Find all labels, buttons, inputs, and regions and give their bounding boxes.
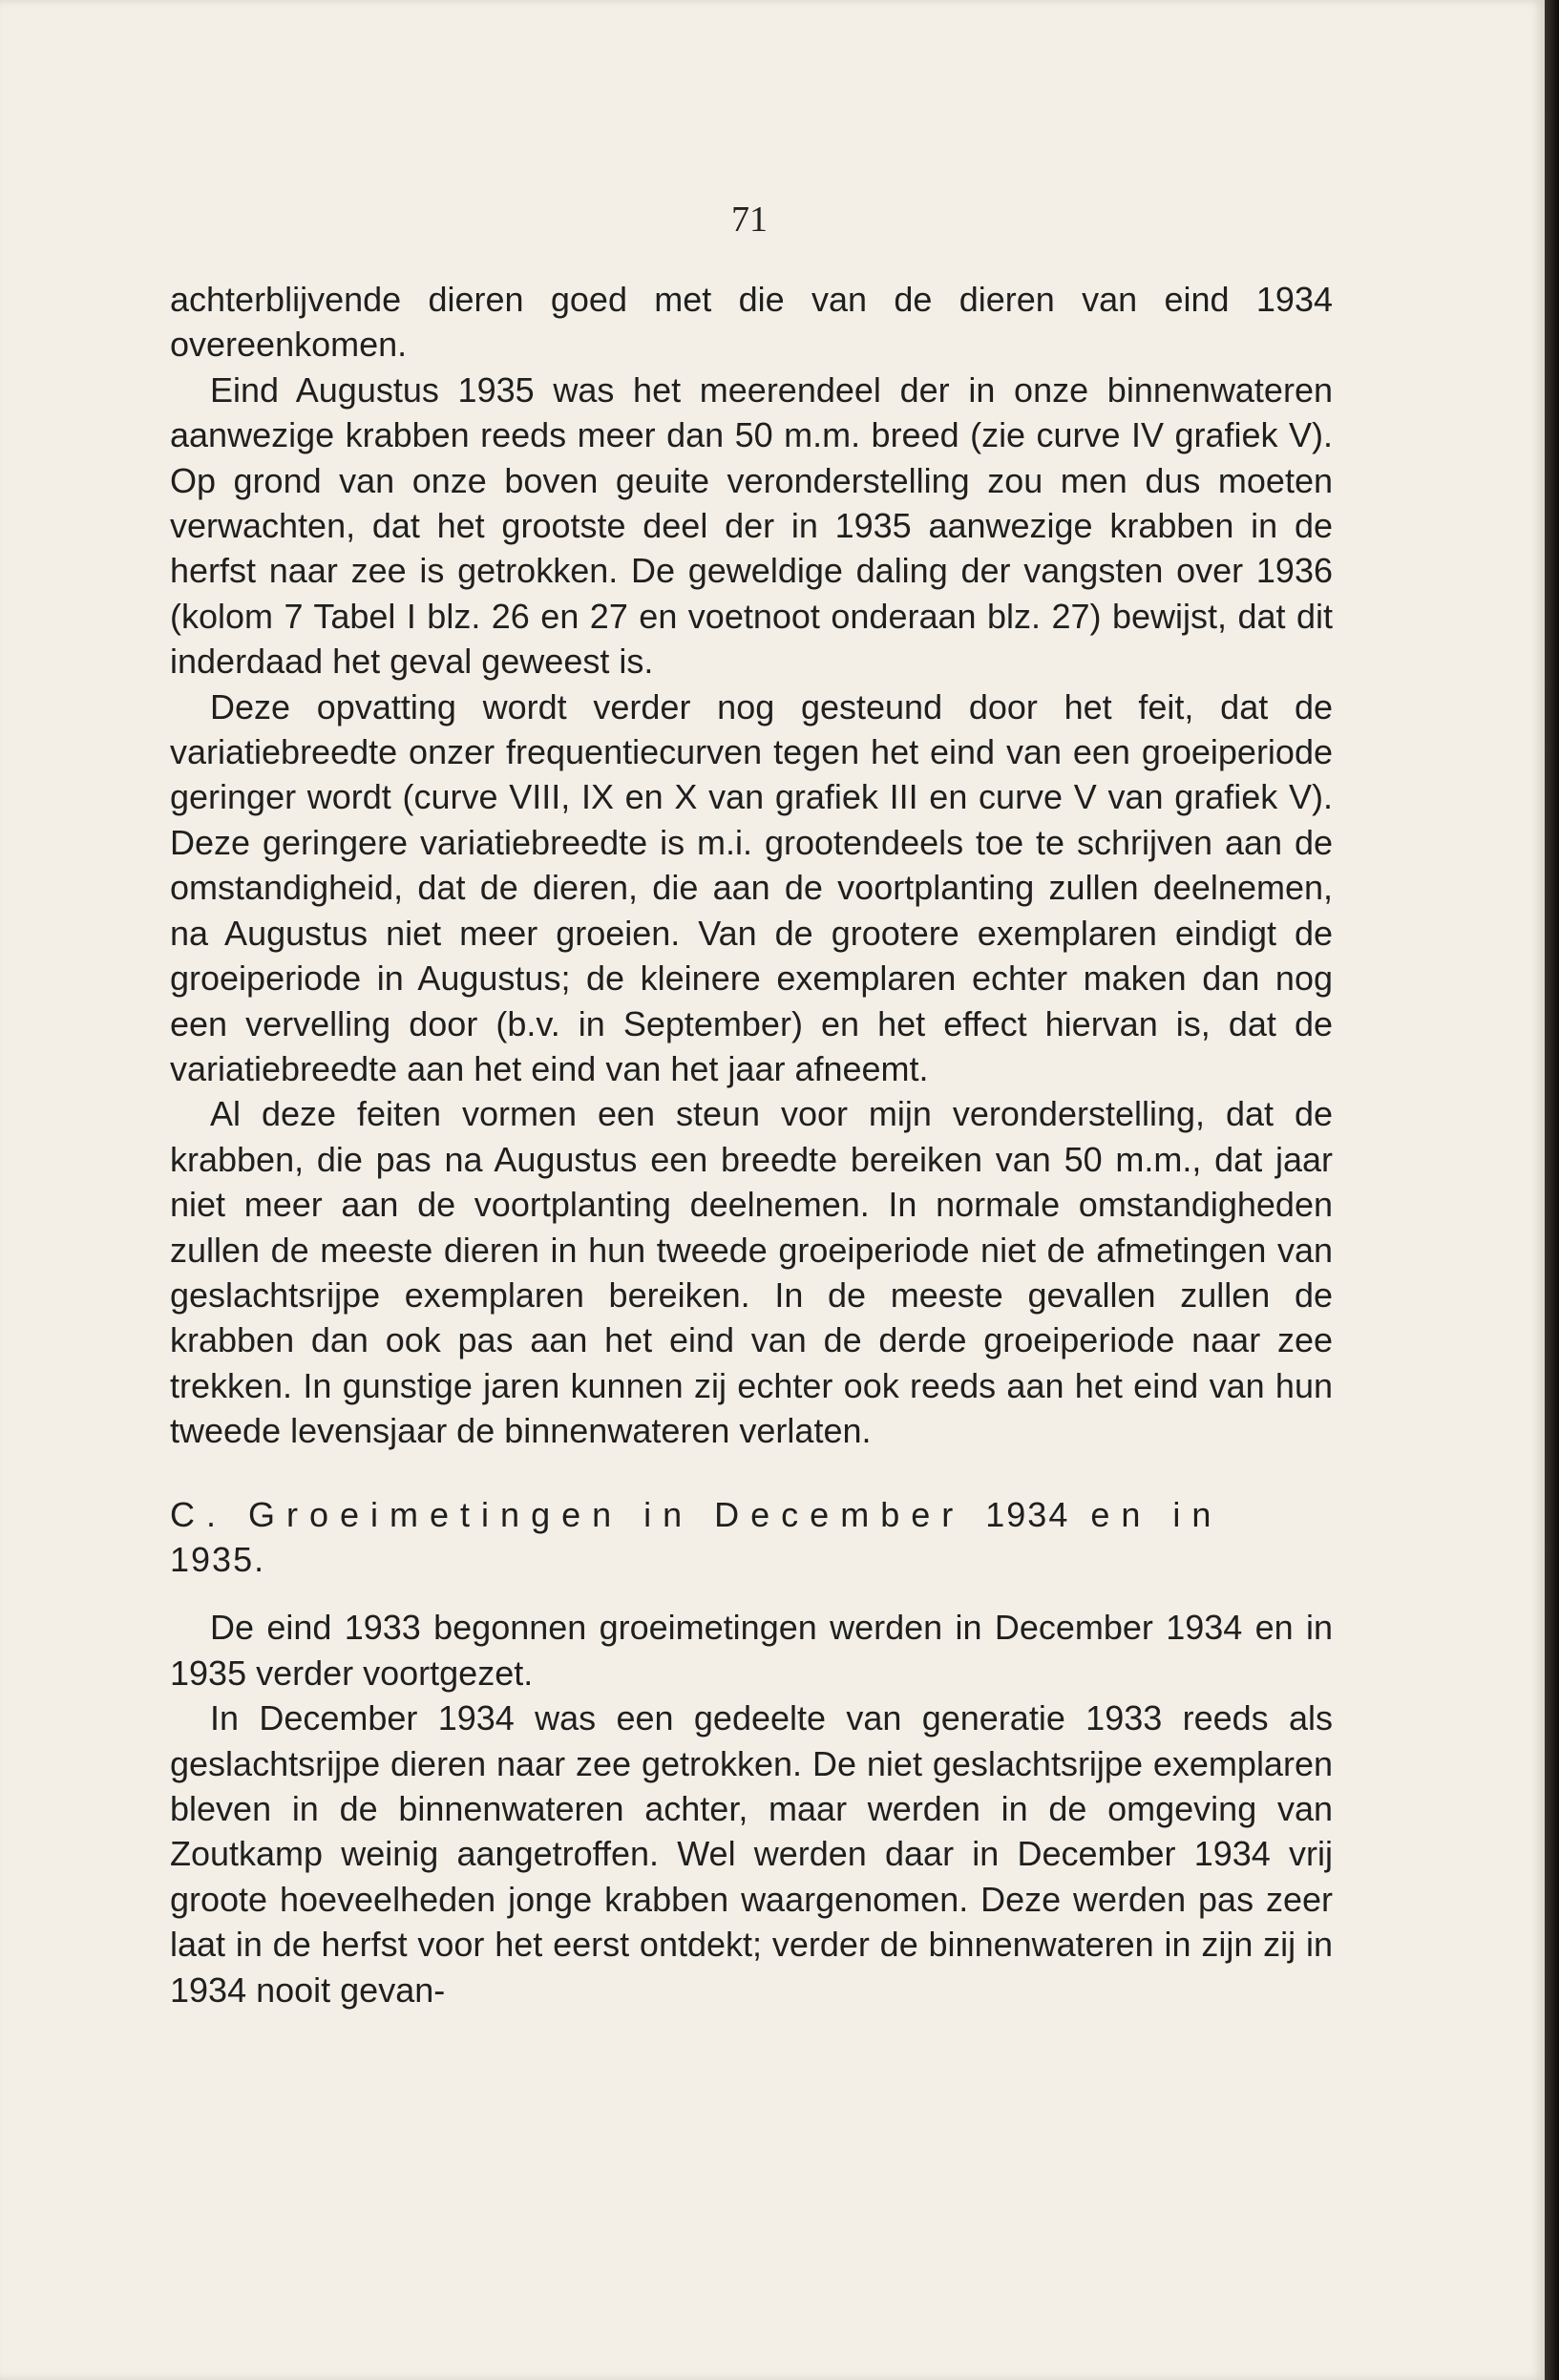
paragraph-continuation: achterblijvende dieren goed met die van de dieren van eind 1934 overeenkomen. bbox=[170, 280, 1333, 365]
paragraph: In December 1934 was een gedeelte van generatie 1933 reeds als geslachtsrijpe dieren naar zee getrokken. De niet geslachtsrijpe exemplaren bleven in de binnenwateren achter, maar werden in de omgeving van Zoutkamp weinig aangetroffen. Wel werden daar in December 1934 vrij groote hoeveelheden jonge krabben waargenomen. Deze werden pas zeer laat in de herfst voor het eerst ontdekt; verder de binnenwateren in zijn zij in 1934 nooit gevan- bbox=[170, 1698, 1333, 2010]
body-text bbox=[170, 277, 1333, 2012]
page-number: 71 bbox=[731, 200, 768, 240]
section-label: C. bbox=[170, 1494, 227, 1534]
section-heading bbox=[170, 1492, 1333, 1583]
paragraph: Al deze feiten vormen een steun voor mijn veronderstelling, dat de krabben, die pas na Augustus een breedte bereiken van 50 m.m., dat jaar niet meer aan de voortplanting deelnemen. In normale omstandigheden zullen de meeste dieren in hun tweede groeiperiode niet de afmetingen van geslachtsrijpe exemplaren bereiken. In de meeste gevallen zullen de krabben dan ook pas aan het eind van de derde groeiperiode naar zee trekken. In gunstige jaren kunnen zij echter ook reeds aan het eind van hun tweede levensjaar de binnenwateren verlaten. bbox=[170, 1094, 1333, 1451]
section-title-part: Groeimetingen in December bbox=[248, 1494, 965, 1534]
section-year: 1934 bbox=[985, 1494, 1070, 1534]
paragraph: Eind Augustus 1935 was het meerendeel der in onze binnenwateren aanwezige krabben reeds meer dan 50 m.m. breed (zie curve IV grafiek V). Op grond van onze boven geuite veronderstelling zou men dus moeten verwachten, dat het grootste deel der in 1935 aanwezige krabben in de herfst naar zee is getrokken. De geweldige daling der vangsten over 1936 (kolom 7 Tabel I blz. 26 en 27 en voetnoot onderaan blz. 27) bewijst, dat dit inderdaad het geval geweest is. bbox=[170, 369, 1333, 682]
section-title-part: en in bbox=[1090, 1494, 1223, 1534]
paragraph: De eind 1933 begonnen groeimetingen werden in December 1934 en in 1935 verder voortgezet. bbox=[170, 1608, 1333, 1693]
page-edge-shadow bbox=[1545, 0, 1559, 2380]
paragraph: Deze opvatting wordt verder nog gesteund door het feit, dat de variatiebreedte onzer frequentiecurven tegen het eind van een groeiperiode geringer wordt (curve VIII, IX en X van grafiek III en curve V van grafiek V). Deze geringere variatiebreedte is m.i. grootendeels toe te schrijven aan de omstandigheid, dat de dieren, die aan de voortplanting zullen deelnemen, na Augustus niet meer groeien. Van de grootere exemplaren eindigt de groeiperiode in Augustus; de kleinere exemplaren echter maken dan nog een vervelling door (b.v. in September) en het effect hiervan is, dat de variatiebreedte aan het eind van het jaar afneemt. bbox=[170, 686, 1333, 1088]
section-year: 1935. bbox=[170, 1539, 266, 1579]
